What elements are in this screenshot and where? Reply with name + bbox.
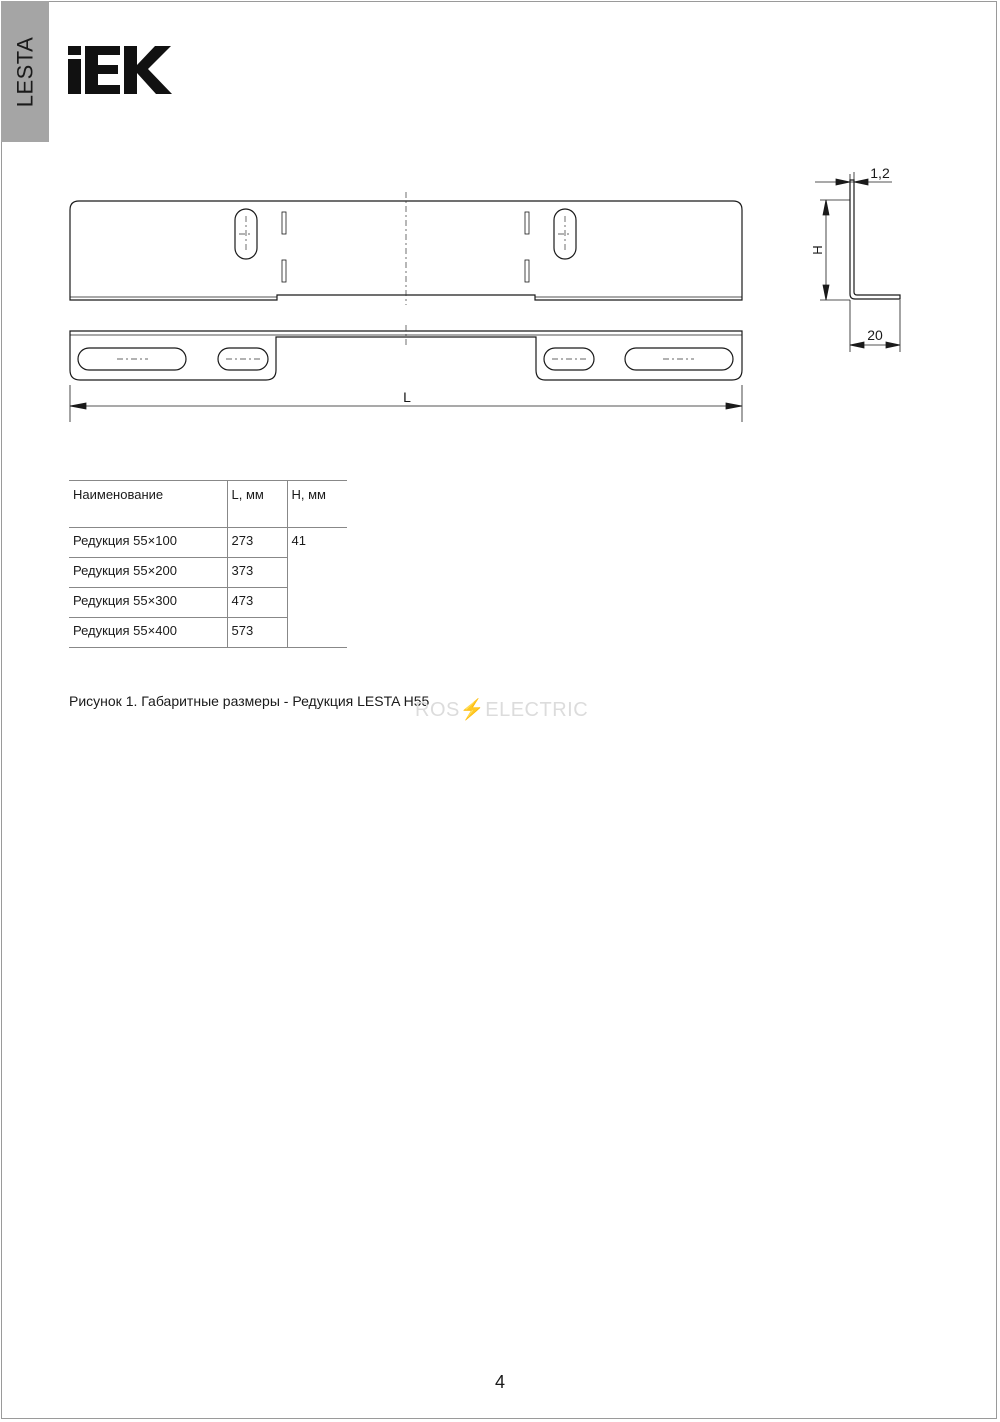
watermark-right: ELECTRIC (485, 699, 589, 721)
figure-caption: Рисунок 1. Габаритные размеры - Редукция LESTA H55 (69, 693, 430, 709)
cell-name: Редукция 55×400 (69, 618, 227, 648)
cell-length: 573 (227, 618, 287, 648)
bolt-icon: ⚡ (459, 699, 486, 721)
side-tab (1, 1, 49, 142)
watermark (415, 697, 588, 722)
cell-name: Редукция 55×300 (69, 588, 227, 618)
header-name: Наименование (69, 481, 227, 528)
cell-length: 273 (227, 528, 287, 558)
cell-length: 473 (227, 588, 287, 618)
header-height: H, мм (287, 481, 347, 528)
side-tab-label: LESTA (12, 36, 37, 107)
reduction-drawing-main (60, 180, 760, 430)
dim-length-label: L (403, 389, 411, 405)
cell-length: 373 (227, 558, 287, 588)
reduction-drawing-side (800, 160, 930, 360)
brand-logo (68, 46, 172, 94)
page-number: 4 (494, 1372, 505, 1392)
table-row (69, 528, 347, 558)
watermark-left: ROS (415, 699, 460, 721)
cell-name: Редукция 55×100 (69, 528, 227, 558)
dim-height-label: H (810, 245, 825, 255)
spec-table (69, 480, 347, 648)
cell-height: 41 (287, 528, 347, 648)
cell-name: Редукция 55×200 (69, 558, 227, 588)
profile-outline (850, 180, 900, 299)
plate-bottom-outline (70, 331, 742, 380)
header-length: L, мм (227, 481, 287, 528)
dim-thickness-label: 1,2 (870, 165, 890, 181)
dim-flange-label: 20 (867, 327, 883, 343)
table-header-row (69, 481, 347, 528)
